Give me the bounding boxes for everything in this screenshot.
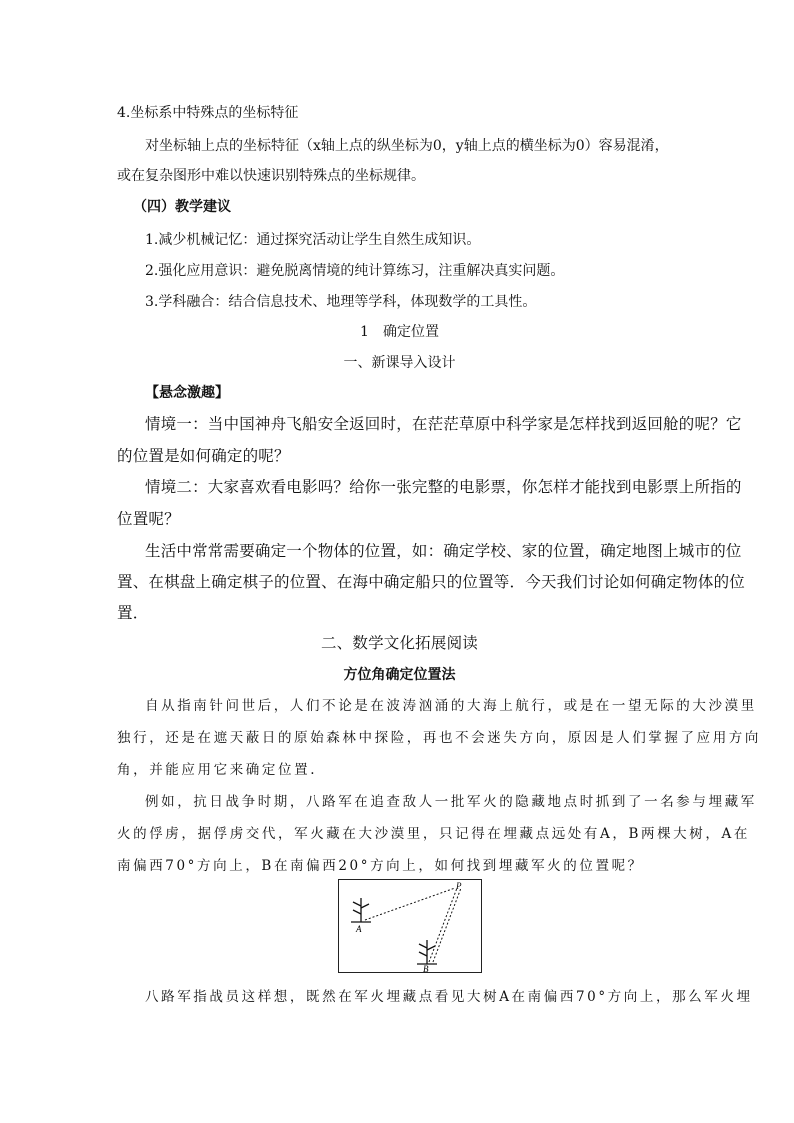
reading-paragraph-line: 角，并能应用它来确定位置. bbox=[117, 762, 318, 778]
sight-line-pb2 bbox=[433, 888, 461, 962]
suggestion-item: 2.强化应用意识：避免脱离情境的纯计算练习，注重解决真实问题。 bbox=[145, 263, 565, 279]
section-heading-special-points: 4.坐标系中特殊点的坐标特征 bbox=[117, 105, 299, 121]
label-b: B bbox=[423, 964, 429, 972]
figure-svg bbox=[339, 880, 481, 972]
paragraph-line: 或在复杂图形中难以快速识别特殊点的坐标规律。 bbox=[117, 168, 425, 184]
reading-paragraph-line: 八路军指战员这样想，既然在军火埋藏点看见大树A在南偏西70°方向上，那么军火埋 bbox=[145, 989, 753, 1005]
scenario-two-line: 位置呢？ bbox=[117, 510, 180, 528]
suggestion-item: 3.学科融合：结合信息技术、地理等学科，体现数学的工具性。 bbox=[145, 294, 537, 310]
paragraph-line: 置． bbox=[117, 604, 149, 622]
label-a: A bbox=[356, 924, 362, 934]
paragraph-line: 置、在棋盘上确定棋子的位置、在海中确定船只的位置等．今天我们讨论如何确定物体的位 bbox=[117, 573, 746, 591]
reading-paragraph-line: 例如，抗日战争时期，八路军在追查敌人一批军火的隐藏地点时抓到了一名参与埋藏军 bbox=[145, 794, 757, 810]
reading-subtitle: 方位角确定位置法 bbox=[343, 667, 456, 683]
suggestion-item: 1.减少机械记忆：通过探究活动让学生自然生成知识。 bbox=[145, 232, 481, 248]
label-p: P bbox=[456, 881, 462, 891]
sight-line-pb bbox=[429, 888, 457, 962]
direction-angle-figure bbox=[338, 879, 482, 973]
reading-heading: 二、数学文化拓展阅读 bbox=[320, 634, 478, 652]
suspense-tag: 【悬念激趣】 bbox=[145, 385, 229, 401]
intro-design-heading: 一、新课导入设计 bbox=[343, 355, 456, 371]
scenario-two-line: 情境二：大家喜欢看电影吗？给你一张完整的电影票，你怎样才能找到电影票上所指的 bbox=[145, 478, 742, 496]
scenario-one-line: 情境一：当中国神舟飞船安全返回时，在茫茫草原中科学家是怎样找到返回舱的呢？它 bbox=[145, 415, 742, 433]
tree-a-icon bbox=[351, 898, 371, 922]
reading-paragraph-line: 自从指南针问世后，人们不论是在波涛汹涌的大海上航行，或是在一望无际的大沙漠里 bbox=[145, 698, 757, 714]
paragraph-line: 生活中常常需要确定一个物体的位置，如：确定学校、家的位置，确定地图上城市的位 bbox=[145, 542, 742, 560]
paragraph-line: 对坐标轴上点的坐标特征（x轴上点的纵坐标为0，y轴上点的横坐标为0）容易混淆， bbox=[145, 138, 669, 154]
reading-paragraph-line: 南偏西70°方向上，B在南偏西20°方向上，如何找到埋藏军火的位置呢？ bbox=[117, 858, 644, 874]
sight-line-pa bbox=[365, 888, 455, 920]
scenario-one-line: 的位置是如何确定的呢？ bbox=[117, 447, 290, 465]
teaching-suggestions-heading: （四）教学建议 bbox=[133, 199, 231, 215]
reading-paragraph-line: 火的俘虏，据俘虏交代，军火藏在大沙漠里，只记得在埋藏点远处有A，B两棵大树，A在 bbox=[117, 826, 750, 842]
lesson-title: 1 确定位置 bbox=[360, 324, 439, 340]
reading-paragraph-line: 独行，还是在遮天蔽日的原始森林中探险，再也不会迷失方向，原因是人们掌握了应用方向 bbox=[117, 730, 761, 746]
